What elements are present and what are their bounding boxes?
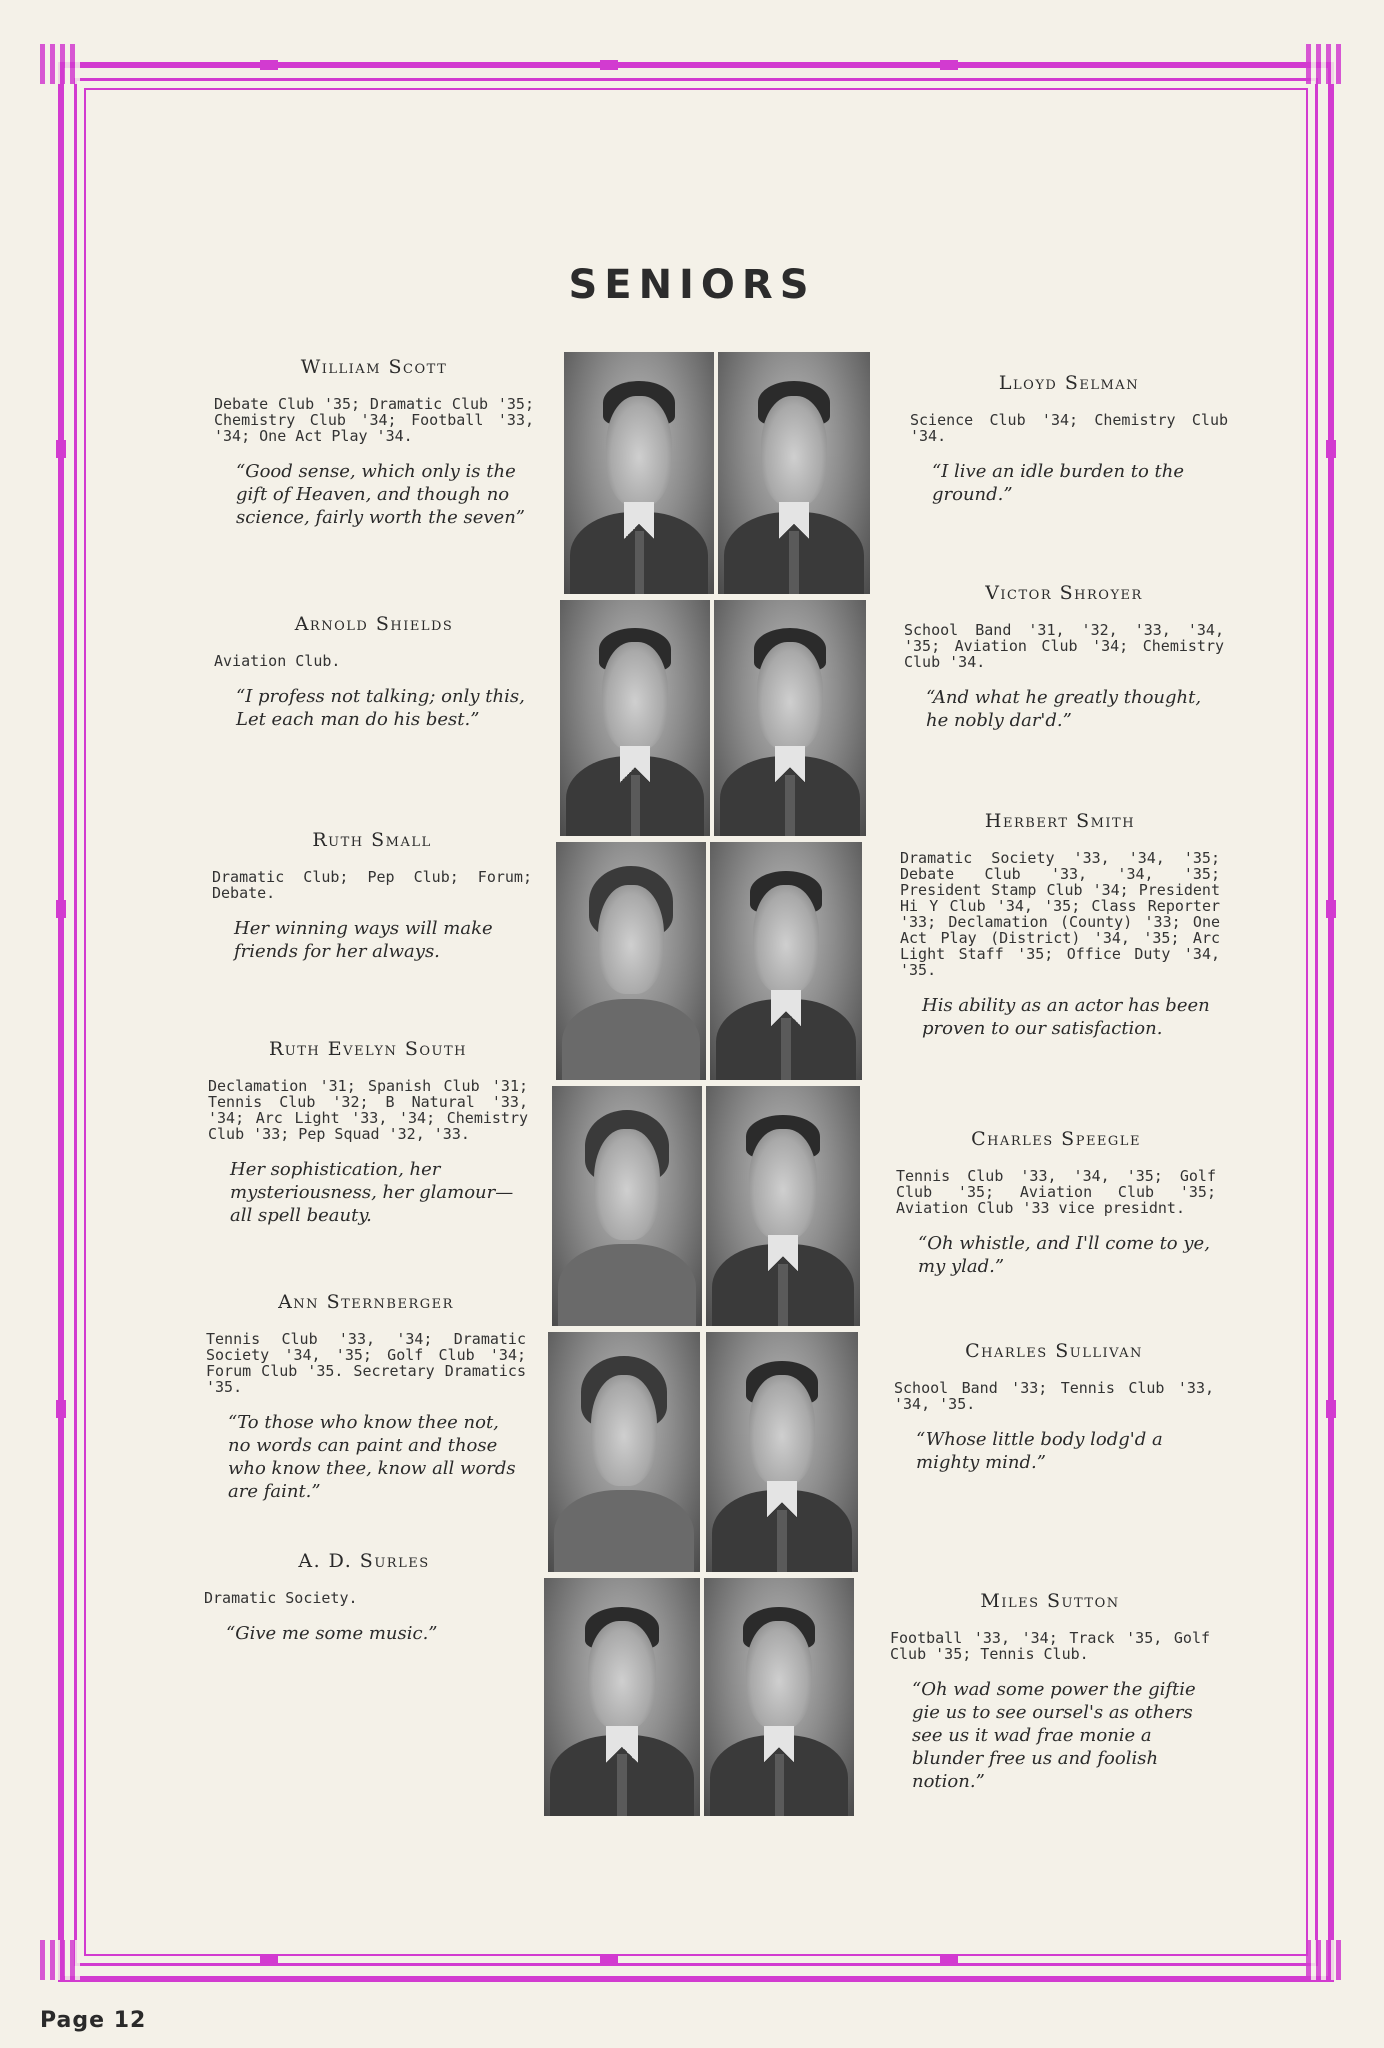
border-knot <box>1326 440 1336 458</box>
senior-entry <box>904 582 1224 732</box>
senior-portrait <box>706 1332 858 1572</box>
senior-entry <box>896 1128 1216 1278</box>
senior-portrait <box>718 352 870 594</box>
senior-name: Ruth Small <box>312 829 432 851</box>
senior-portrait <box>560 600 710 836</box>
border-corner-ornament <box>1306 44 1346 84</box>
senior-quote: “And what he greatly thought, he nobly dar'd.” <box>926 687 1202 731</box>
senior-activities: Football '33, '34; Track '35, Golf Club '35; Tennis Club. <box>890 1629 1210 1663</box>
border-knot <box>260 60 278 70</box>
border-knot <box>56 1400 66 1418</box>
senior-quote: Her sophistication, her mysteriousness, her glamour— all spell beauty. <box>230 1159 514 1226</box>
senior-quote: “To those who know thee not, no words can paint and those who know thee, know all words are faint.” <box>228 1412 516 1502</box>
border-knot <box>260 1956 278 1966</box>
senior-quote: “I profess not talking; only this, Let each man do his best.” <box>236 686 525 730</box>
senior-entry <box>900 810 1220 1040</box>
senior-name: A. D. Surles <box>298 1550 430 1572</box>
border-knot <box>600 60 618 70</box>
senior-quote: “Whose little body lodg'd a mighty mind.” <box>916 1429 1163 1473</box>
senior-entry <box>204 1550 524 1645</box>
senior-quote: “Oh whistle, and I'll come to ye, my ylad.” <box>918 1233 1210 1277</box>
senior-activities: Science Club '34; Chemistry Club '34. <box>910 411 1228 445</box>
senior-entry <box>212 829 532 963</box>
border-knot <box>1326 1400 1336 1418</box>
senior-portrait <box>710 842 862 1080</box>
senior-name: Charles Sullivan <box>965 1340 1143 1362</box>
senior-quote: “Good sense, which only is the gift of Heaven, and though no science, fairly worth the seven” <box>236 461 526 528</box>
senior-activities: Dramatic Club; Pep Club; Forum; Debate. <box>212 868 532 902</box>
senior-activities: Tennis Club '33, '34, '35; Golf Club '35; Aviation Club '35; Aviation Club '33 vice presidnt. <box>896 1167 1216 1217</box>
senior-activities: Dramatic Society '33, '34, '35; Debate Club '33, '34, '35; President Stamp Club '34; President Hi Y Club '34, '35; Class Reporter '33; Declamation (County) '33; One Act Play (District) '34, '35; Arc Light Staff '35; Office Duty '34, '35. <box>900 849 1220 979</box>
border-knot <box>600 1956 618 1966</box>
senior-portrait <box>544 1578 700 1816</box>
senior-name: William Scott <box>300 356 448 378</box>
senior-name: Miles Sutton <box>980 1590 1120 1612</box>
senior-portrait <box>714 600 866 836</box>
senior-activities: Dramatic Society. <box>204 1589 358 1607</box>
senior-entry <box>206 1291 526 1503</box>
senior-name: Victor Shroyer <box>985 582 1143 604</box>
border-knot <box>56 440 66 458</box>
senior-activities: Tennis Club '33, '34; Dramatic Society '34, '35; Golf Club '34; Forum Club '35. Secretary Dramatics '35. <box>206 1330 526 1396</box>
senior-portrait <box>548 1332 700 1572</box>
senior-activities: School Band '33; Tennis Club '33, '34, '35. <box>894 1379 1214 1413</box>
page-title: SENIORS <box>568 262 816 308</box>
senior-quote: “I live an idle burden to the ground.” <box>932 461 1185 505</box>
border-corner-ornament <box>40 1940 80 1980</box>
senior-entry <box>208 1038 528 1227</box>
senior-quote: Her winning ways will make friends for her always. <box>234 918 493 962</box>
border-knot <box>940 60 958 70</box>
senior-quote: “Oh wad some power the giftie gie us to see oursel's as others see us it wad frae monie a blunder free us and foolish notion.” <box>912 1679 1196 1792</box>
senior-activities: Declamation '31; Spanish Club '31; Tennis Club '32; B Natural '33, '34; Arc Light '33, '34; Chemistry Club '33; Pep Squad '32, '33. <box>208 1077 528 1143</box>
senior-quote: His ability as an actor has been proven to our satisfaction. <box>922 995 1210 1039</box>
senior-name: Ruth Evelyn South <box>269 1038 467 1060</box>
senior-name: Ann Sternberger <box>278 1291 454 1313</box>
senior-name: Lloyd Selman <box>998 372 1140 394</box>
senior-activities: Debate Club '35; Dramatic Club '35; Chemistry Club '34; Football '33, '34; One Act Play '34. <box>214 395 534 445</box>
senior-entry <box>910 372 1228 506</box>
senior-name: Herbert Smith <box>984 810 1136 832</box>
senior-portrait <box>552 1086 702 1326</box>
senior-portrait <box>564 352 714 594</box>
senior-name: Charles Speegle <box>971 1128 1141 1150</box>
senior-portrait <box>706 1086 860 1326</box>
border-corner-ornament <box>40 44 80 84</box>
senior-entry <box>894 1340 1214 1474</box>
senior-entry <box>890 1590 1210 1793</box>
border-knot <box>940 1956 958 1966</box>
senior-portrait <box>556 842 706 1080</box>
page-number: Page 12 <box>40 2008 147 2033</box>
senior-quote: “Give me some music.” <box>226 1623 438 1644</box>
senior-activities: Aviation Club. <box>214 652 341 670</box>
senior-entry <box>214 356 534 529</box>
senior-name: Arnold Shields <box>294 613 454 635</box>
senior-entry <box>214 613 534 731</box>
border-knot <box>56 900 66 918</box>
border-knot <box>1326 900 1336 918</box>
senior-portrait <box>704 1578 854 1816</box>
border-corner-ornament <box>1306 1940 1346 1980</box>
senior-activities: School Band '31, '32, '33, '34, '35; Aviation Club '34; Chemistry Club '34. <box>904 621 1224 671</box>
